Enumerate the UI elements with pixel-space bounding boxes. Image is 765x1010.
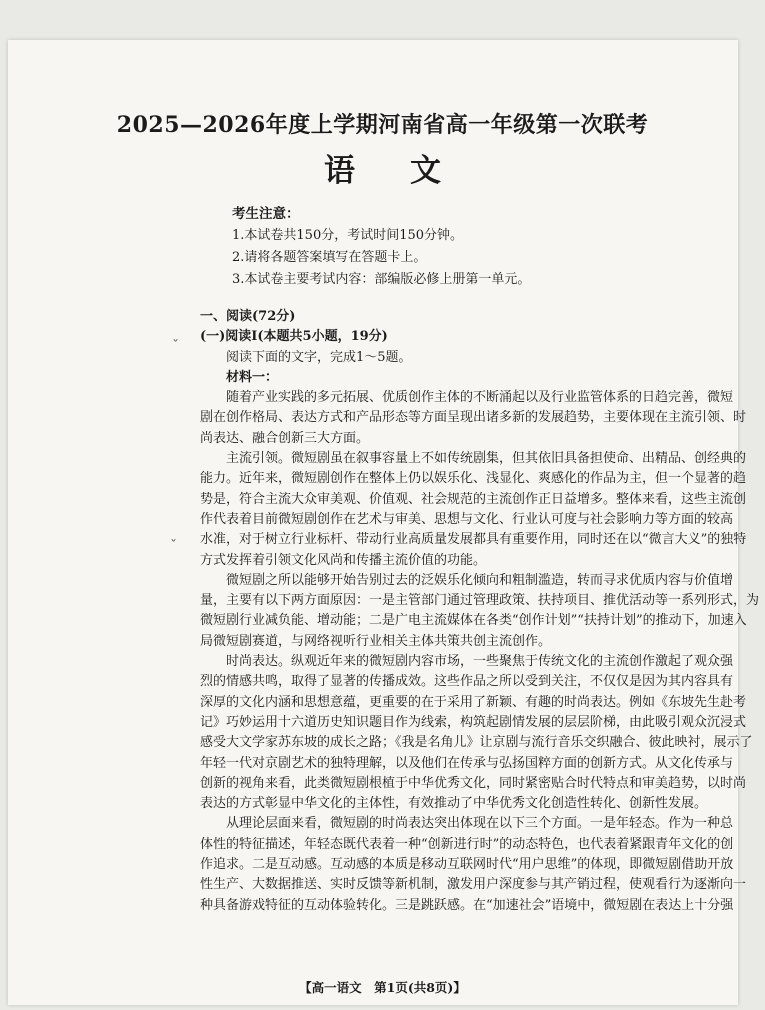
text-line: 作追求。二是互动感。互动感的本质是移动互联网时代“用户思维”的体现，即微短剧借助开放	[200, 857, 734, 873]
text-line: 深厚的文化内涵和思想意蕴，更重要的在于采用了新颖、有趣的时尚表达。例如《东坡先生赴考	[200, 694, 747, 710]
text-line: 表达的方式彰显中华文化的主体性，有效推动了中华优秀文化创造性转化、创新性发展。	[200, 796, 708, 812]
paragraph	[200, 388, 747, 449]
page-footer: 【高一语文 第1页(共8页)】	[299, 980, 466, 995]
section-heading: 一、阅读(72分)	[200, 309, 296, 324]
margin-mark: ˇ	[170, 538, 177, 554]
paragraph	[200, 814, 747, 915]
text-line: 能力。近年来，微短剧创作在整体上仍以娱乐化、浅显化、爽感化的作品为主，但一个显著的趋	[200, 471, 747, 487]
text-line: 势是，符合主流大众审美观、价值观、社会规范的主流创作正日益增多。整体来看，这些主流创	[200, 491, 747, 507]
paragraph	[200, 652, 753, 814]
text-line: 性生产、大数据推送、实时反馈等新机制，激发用户深度参与其产销过程，使观看行为逐渐向一	[200, 877, 747, 893]
text-line: 微短剧之所以能够开始告别过去的泛娱乐化倾向和粗制滥造，转而寻求优质内容与价值增	[226, 572, 734, 588]
notice-heading: 考生注意：	[232, 206, 300, 222]
candidate-notice	[232, 203, 530, 291]
text-line: 局微短剧赛道，与网络视听行业相关主体共策共创主流创作。	[200, 633, 552, 649]
text-line: 创新的视角来看，此类微短剧根植于中华优秀文化，同时紧密贴合时代特点和审美趋势，以时尚	[200, 775, 747, 791]
material-label: 材料一：	[226, 369, 279, 385]
text-line: 主流引领。微短剧虽在叙事容量上不如传统剧集，但其依旧具备担使命、出精品、创经典的	[226, 451, 747, 467]
text-line: 烈的情感共鸣，取得了显著的传播成效。这些作品之所以受到关注，不仅仅是因为其内容具有	[200, 674, 734, 690]
text-line: 剧在创作格局、表达方式和产品形态等方面呈现出诸多新的发展趋势，主要体现在主流引领、时	[200, 410, 747, 426]
reading-instruction: 阅读下面的文字，完成1～5题。	[226, 349, 412, 365]
text-line: 水准，对于树立行业标杆、带动行业高质量发展都具有重要作用，同时还在以“微言大义”的独特	[200, 532, 747, 548]
notice-item: 2.请将各题答案填写在答题卡上。	[232, 250, 427, 265]
paragraph	[200, 571, 760, 652]
text-line: 随着产业实践的多元拓展、优质创作主体的不断涌起以及行业监管体系的日趋完善，微短	[226, 390, 734, 406]
reading-section	[200, 307, 760, 916]
subsection-heading: (一)阅读Ⅰ(本题共5小题，19分)	[200, 329, 388, 345]
text-line: 年轻一代对京剧艺术的独特理解，以及他们在传承与弘扬国粹方面的创新方式。从文化传承与	[200, 755, 734, 771]
notice-item: 3.本试卷主要考试内容：部编版必修上册第一单元。	[232, 272, 531, 287]
text-line: 从理论层面来看，微短剧的时尚表达突出体现在以下三个方面。一是年轻态。作为一种总	[226, 816, 734, 832]
text-line: 尚表达、融合创新三大方面。	[200, 430, 370, 446]
text-line: 种具备游戏特征的互动体验转化。三是跳跃感。在“加速社会”语境中，微短剧在表达上十分强	[200, 897, 734, 913]
notice-item: 1.本试卷共150分，考试时间150分钟。	[232, 228, 464, 243]
text-line: 量，主要有以下两方面原因：一是主管部门通过管理政策、扶持项目、推优活动等一系列形式，为	[200, 593, 760, 609]
text-line: 时尚表达。纵观近年来的微短剧内容市场，一些聚焦于传统文化的主流创作激起了观众强	[226, 654, 734, 670]
text-line: 记》巧妙运用十六道历史知识题目作为线索，构筑起剧情发展的层层阶梯，由此吸引观众沉浸式	[200, 714, 747, 730]
text-line: 感受大文学家苏东坡的成长之路；《我是名角儿》让京剧与流行音乐交织融合、彼此映衬，展示了	[200, 735, 753, 751]
margin-mark: ˇ	[172, 338, 179, 354]
material-text	[200, 388, 760, 916]
paragraph	[200, 449, 747, 571]
text-line: 体性的特征描述，年轻态既代表着一种“创新进行时”的动态特色，也代表着紧跟青年文化的创	[200, 836, 734, 852]
text-line: 作代表着目前微短剧创作在艺术与审美、思想与文化、行业认可度与社会影响力等方面的较高	[200, 511, 734, 527]
subject-title: 语文	[324, 153, 496, 189]
exam-title: 2025—2026年度上学期河南省高一年级第一次联考	[116, 112, 649, 138]
text-line: 微短剧行业减负能、增动能；二是广电主流媒体在各类“创作计划”“扶持计划”的推动下，加速入	[200, 613, 747, 629]
text-line: 方式发挥着引领文化风尚和传播主流价值的功能。	[200, 552, 487, 568]
